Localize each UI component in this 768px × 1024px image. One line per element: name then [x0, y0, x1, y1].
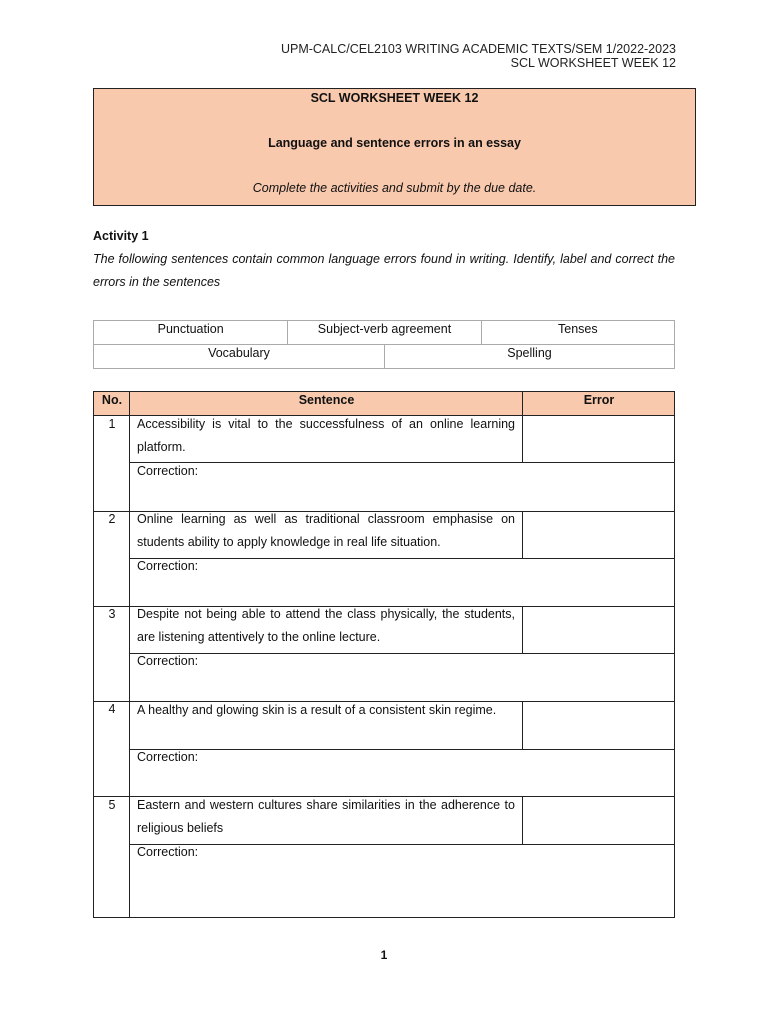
correction-label: Correction: [137, 845, 199, 859]
row-number: 4 [108, 702, 116, 716]
correction-label: Correction: [137, 750, 199, 764]
error-types-table [93, 320, 675, 369]
error-type-cell: Vocabulary [208, 346, 270, 360]
activity-description: The following sentences contain common language errors found in writing. Identify, label and correct the errors in the sentences [93, 252, 675, 289]
row-number: 5 [108, 798, 116, 812]
error-input-cell[interactable] [523, 797, 675, 844]
sentence-text: Eastern and western cultures share similarities in the adherence to religious beliefs [137, 798, 515, 835]
sentence-text: Accessibility is vital to the successfulness of an online learning platform. [137, 417, 515, 454]
document-header [281, 42, 676, 70]
correction-label: Correction: [137, 559, 199, 573]
banner-instruction: Complete the activities and submit by the due date. [252, 181, 537, 195]
row-number: 2 [108, 512, 116, 526]
worksheet-header-line: SCL WORKSHEET WEEK 12 [510, 56, 676, 70]
error-type-cell: Spelling [384, 345, 674, 369]
banner-title: SCL WORKSHEET WEEK 12 [310, 91, 479, 105]
row-number: 3 [108, 607, 116, 621]
title-banner [93, 88, 696, 206]
error-input-cell[interactable] [523, 512, 675, 558]
correction-label: Correction: [137, 464, 199, 478]
row-number: 1 [108, 417, 116, 431]
course-header-line: UPM-CALC/CEL2103 WRITING ACADEMIC TEXTS/SEM 1/2022-2023 [280, 42, 676, 56]
error-type-cell: Subject-verb agreement [287, 321, 480, 344]
error-input-cell[interactable] [523, 702, 675, 749]
error-type-cell: Tenses [481, 321, 674, 344]
sentence-text: A healthy and glowing skin is a result of a consistent skin regime. [137, 703, 497, 717]
correction-label: Correction: [137, 654, 199, 668]
error-input-cell[interactable] [523, 416, 675, 462]
sentence-text: Despite not being able to attend the class physically, the students, are listening attentively to the online lecture. [137, 607, 515, 644]
error-type-cell: Punctuation [157, 322, 224, 336]
sentence-error-table [93, 391, 675, 918]
header-no: No. [101, 393, 123, 407]
header-sentence: Sentence [298, 393, 355, 407]
error-input-cell[interactable] [523, 607, 675, 653]
header-error: Error [583, 393, 615, 407]
activity-title: Activity 1 [93, 229, 149, 243]
sentence-text: Online learning as well as traditional classroom emphasise on students ability to apply knowledge in real life situation. [137, 512, 515, 549]
banner-subtitle: Language and sentence errors in an essay [268, 136, 521, 150]
page-number: 1 [380, 948, 388, 962]
